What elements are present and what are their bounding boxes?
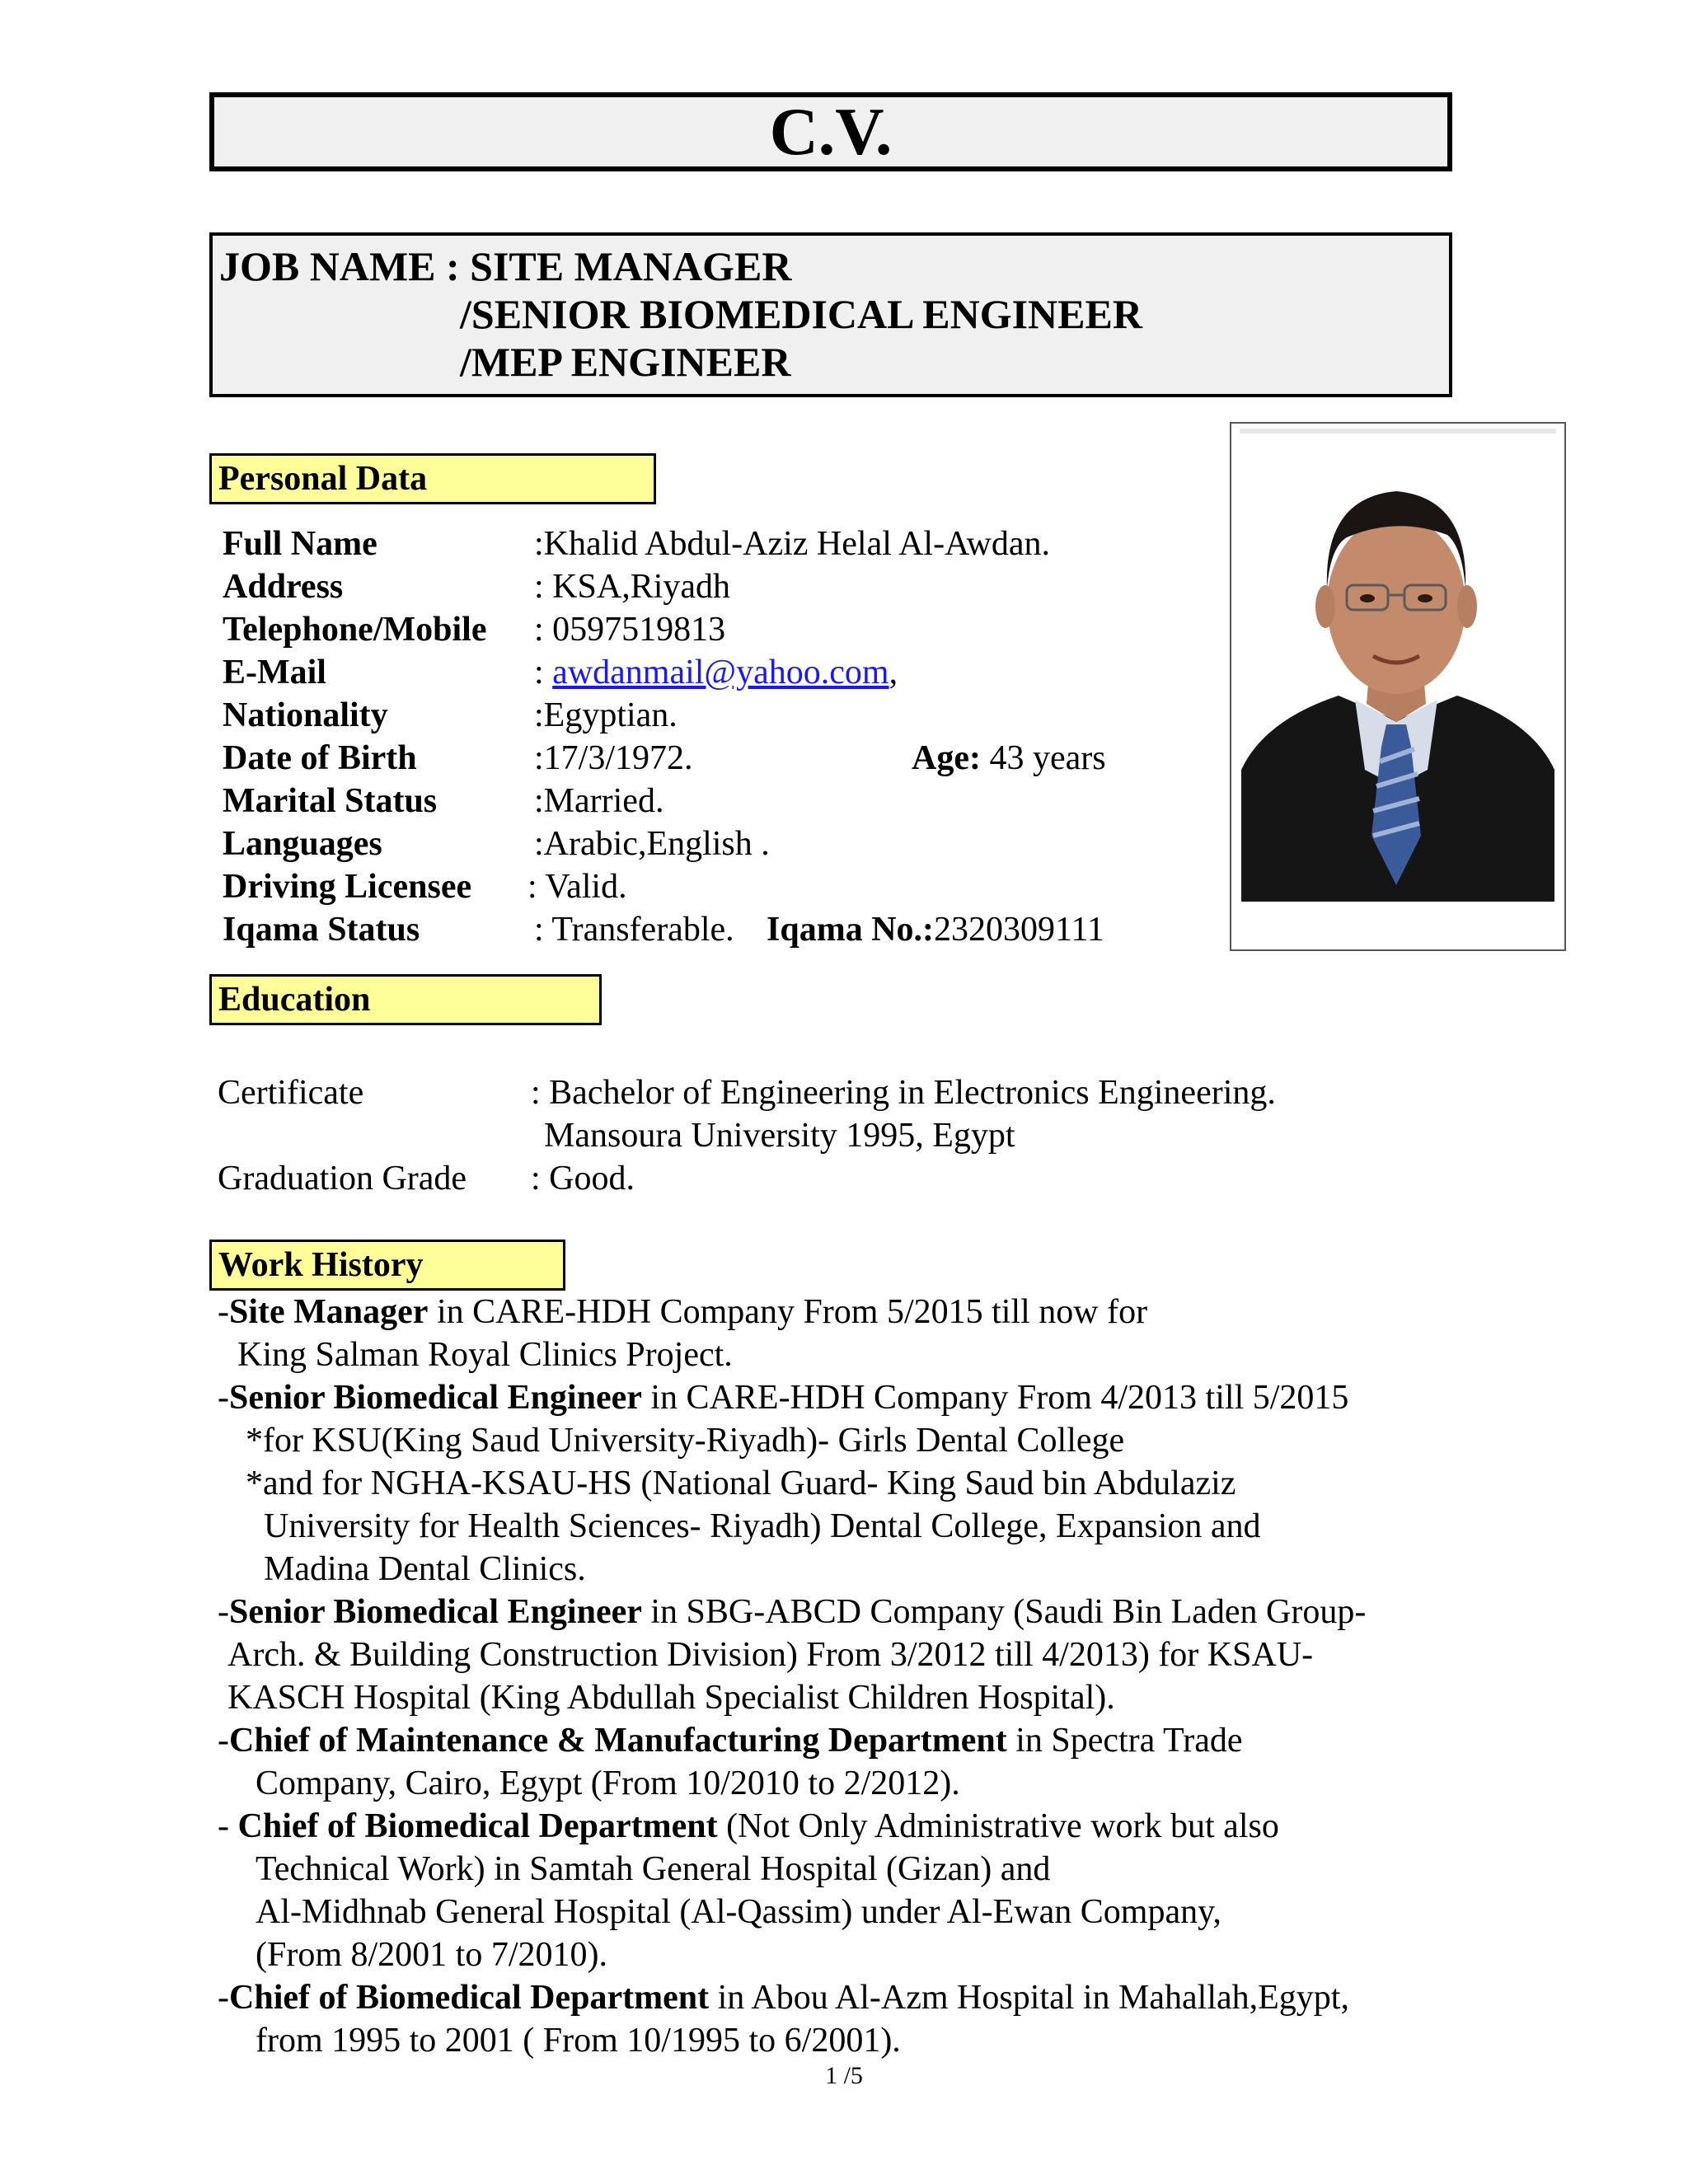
age-value: 43 years — [980, 739, 1106, 777]
email-link[interactable]: awdanmail@yahoo.com — [552, 654, 889, 691]
dob-label: Date of Birth — [223, 739, 417, 777]
work-history-heading: Work History — [209, 1240, 565, 1291]
address-label: Address — [223, 568, 344, 606]
email-suffix: , — [889, 654, 898, 691]
page-number: 1 /5 — [825, 2062, 863, 2089]
work-line: King Salman Royal Clinics Project. — [237, 1336, 733, 1374]
marital-value: :Married. — [534, 782, 664, 820]
work-line: -Site Manager in CARE-HDH Company From 5/2015 till now for — [218, 1293, 1148, 1331]
job-name-box — [209, 232, 1452, 397]
job-line-1: JOB NAME : SITE MANAGER — [219, 243, 792, 289]
cv-title: C.V. — [769, 94, 893, 169]
work-line: Madina Dental Clinics. — [264, 1550, 586, 1588]
work-line: - Chief of Biomedical Department (Not Only Administrative work but also — [218, 1807, 1279, 1845]
work-line: KASCH Hospital (King Abdullah Specialist Children Hospital). — [227, 1679, 1115, 1717]
cv-title-box — [209, 92, 1452, 171]
work-line: Arch. & Building Construction Division) From 3/2012 till 4/2013) for KSAU- — [227, 1636, 1314, 1674]
work-line: -Chief of Biomedical Department in Abou Al-Azm Hospital in Mahallah,Egypt, — [218, 1979, 1349, 2017]
iqama-number-field — [767, 910, 1104, 949]
age-label: Age: — [912, 739, 981, 777]
address-value: : KSA,Riyadh — [534, 568, 731, 606]
languages-value: :Arabic,English . — [534, 825, 770, 863]
languages-label: Languages — [223, 825, 382, 863]
iqama-status-value: : Transferable. — [534, 911, 734, 949]
work-line: -Senior Biomedical Engineer in SBG-ABCD Company (Saudi Bin Laden Group- — [218, 1593, 1367, 1631]
work-line: *for KSU(King Saud University-Riyadh)- Girls Dental College — [246, 1422, 1125, 1460]
profile-photo — [1230, 422, 1566, 951]
iqama-number-label: Iqama No.: — [767, 911, 935, 949]
nationality-label: Nationality — [223, 696, 388, 734]
certificate-value-2: Mansoura University 1995, Egypt — [544, 1117, 1015, 1155]
certificate-value: : Bachelor of Engineering in Electronics Engineering. — [531, 1074, 1276, 1112]
full-name-label: Full Name — [223, 525, 377, 563]
job-line-2: /SENIOR BIOMEDICAL ENGINEER — [460, 291, 1142, 337]
certificate-label: Certificate — [218, 1074, 364, 1112]
email-value — [534, 653, 898, 692]
work-line: -Chief of Maintenance & Manufacturing Department in Spectra Trade — [218, 1722, 1243, 1760]
work-line: University for Health Sciences- Riyadh) Dental College, Expansion and — [264, 1507, 1261, 1545]
education-heading: Education — [209, 974, 602, 1025]
nationality-value: :Egyptian. — [534, 696, 678, 734]
work-line: from 1995 to 2001 ( From 10/1995 to 6/2001). — [256, 2022, 901, 2060]
driving-label: Driving Licensee — [223, 868, 472, 906]
work-line: Technical Work) in Samtah General Hospital (Gizan) and — [256, 1850, 1051, 1888]
driving-value: : Valid. — [528, 868, 627, 906]
graduation-grade-value: : Good. — [531, 1160, 635, 1197]
job-line-3: /MEP ENGINEER — [460, 339, 791, 385]
iqama-status-label: Iqama Status — [223, 911, 420, 949]
marital-label: Marital Status — [223, 782, 438, 820]
iqama-number-value: 2320309111 — [934, 911, 1104, 949]
work-line: Company, Cairo, Egypt (From 10/2010 to 2/2012). — [256, 1765, 960, 1802]
full-name-value: :Khalid Abdul-Aziz Helal Al-Awdan. — [534, 525, 1051, 563]
portrait-image — [1231, 424, 1564, 949]
email-label: E-Mail — [223, 654, 326, 691]
work-line: (From 8/2001 to 7/2010). — [256, 1936, 607, 1974]
telephone-label: Telephone/Mobile — [223, 611, 487, 649]
email-prefix: : — [534, 654, 553, 691]
work-line: *and for NGHA-KSAU-HS (National Guard- King Saud bin Abdulaziz — [246, 1465, 1236, 1502]
age-field — [912, 738, 1106, 778]
personal-data-heading: Personal Data — [209, 453, 656, 504]
graduation-grade-label: Graduation Grade — [218, 1160, 467, 1197]
work-line: Al-Midhnab General Hospital (Al-Qassim) under Al-Ewan Company, — [256, 1893, 1221, 1931]
telephone-value: : 0597519813 — [534, 611, 726, 649]
dob-value: :17/3/1972. — [534, 739, 693, 777]
work-line: -Senior Biomedical Engineer in CARE-HDH Company From 4/2013 till 5/2015 — [218, 1379, 1349, 1417]
